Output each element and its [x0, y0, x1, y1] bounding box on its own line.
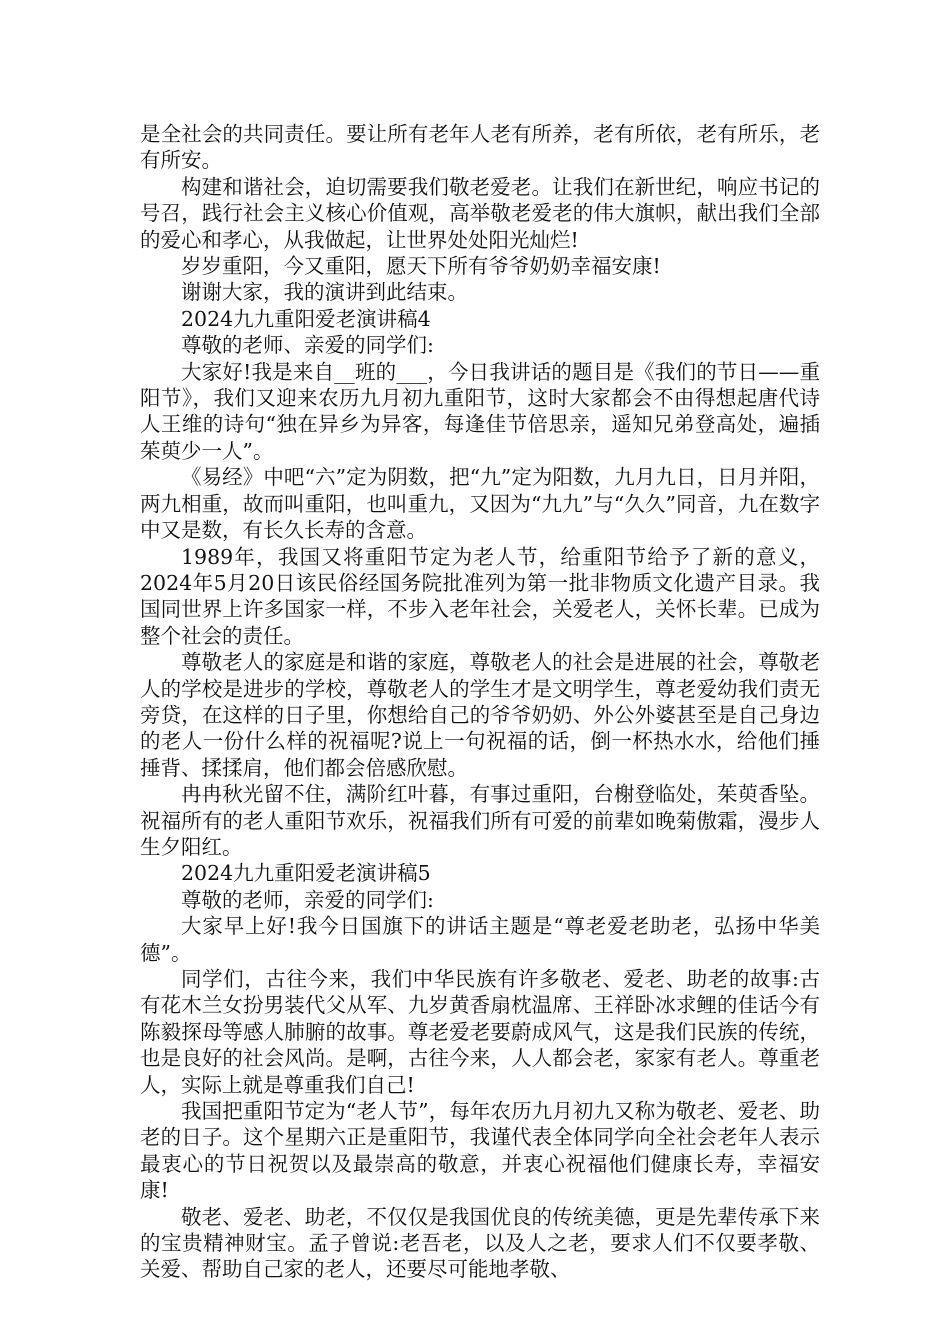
section-heading: 2024九九重阳爱老演讲稿5 — [181, 861, 431, 886]
salutation: 尊敬的老师，亲爱的同学们: — [181, 887, 434, 912]
salutation: 尊敬的老师、亲爱的同学们: — [181, 333, 434, 358]
paragraph: 大家早上好!我今日国旗下的讲话主题是“尊老爱老助老，弘扬中华美德”。 — [140, 914, 820, 965]
paragraph: 大家好!我是来自__班的___，今日我讲话的题目是《我们的节日——重阳节》，我们又迎来农历九月初九重阳节，这时大家都会不由得想起唐代诗人王维的诗句“独在异乡为异客，每逢佳节倍思亲，遥知兄弟登高处，遍插茱萸少一人”。 — [140, 359, 820, 463]
paragraph: 1989年，我国又将重阳节定为老人节，给重阳节给予了新的意义，2024年5月20日该民俗经国务院批准列为第一批非物质文化遗产目录。我国同世界上许多国家一样，不步入老年社会，关爱老人，关怀长辈。已成为整个社会的责任。 — [140, 544, 820, 648]
paragraph: 我国把重阳节定为“老人节”，每年农历九月初九又称为敬老、爱老、助老的日子。这个星期六正是重阳节，我谨代表全体同学向全社会老年人表示最衷心的节日祝贺以及最崇高的敬意，并衷心祝福他们健康长寿，幸福安康! — [140, 1099, 820, 1203]
paragraph: 敬老、爱老、助老，不仅仅是我国优良的传统美德，更是先辈传承下来的宝贵精神财宝。孟子曾说:老吾老，以及人之老，要求人们不仅要孝敬、关爱、帮助自己家的老人，还要尽可能地孝敬、 — [140, 1204, 820, 1282]
paragraph: 冉冉秋光留不住，满阶红叶暮，有事过重阳，台榭登临处，茱萸香坠。祝福所有的老人重阳节欢乐，祝福我们所有可爱的前辈如晚菊傲霜，漫步人生夕阳红。 — [140, 782, 820, 859]
paragraph: 构建和谐社会，迫切需要我们敬老爱老。让我们在新世纪，响应书记的号召，践行社会主义核心价值观，高举敬老爱老的伟大旗帜，献出我们全部的爱心和孝心，从我做起，让世界处处阳光灿烂! — [140, 174, 820, 252]
paragraph: 《易经》中吧“六”定为阴数，把“九”定为阳数，九月九日，日月并阳，两九相重，故而叫重阳，也叫重九，又因为“九九”与“久久”同音，九在数字中又是数，有长久长寿的含意。 — [140, 465, 820, 543]
paragraph: 同学们，古往今来，我们中华民族有许多敬老、爱老、助老的故事:古有花木兰女扮男装代父从军、九岁黄香扇枕温席、王祥卧冰求鲤的佳话今有陈毅探母等感人肺腑的故事。尊老爱老要蔚成风气，这是我们民族的传统，也是良好的社会风尚。是啊，古往今来，人人都会老，家家有老人。尊重老人，实际上就是尊重我们自己! — [140, 967, 820, 1097]
paragraph: 谢谢大家，我的演讲到此结束。 — [181, 280, 468, 305]
paragraph: 岁岁重阳，今又重阳，愿天下所有爷爷奶奶幸福安康! — [181, 254, 661, 279]
section-heading: 2024九九重阳爱老演讲稿4 — [181, 306, 431, 331]
paragraph: 尊敬老人的家庭是和谐的家庭，尊敬老人的社会是进展的社会，尊敬老人的学校是进步的学校，尊敬老人的学生才是文明学生，尊老爱幼我们责无旁贷，在这样的日子里，你想给自己的爷爷奶奶、外公外婆甚至是自己身边的老人一份什么样的祝福呢?说上一句祝福的话，倒一杯热水水，给他们捶捶背、揉揉肩，他们都会倍感欣慰。 — [140, 650, 820, 780]
document-body — [140, 121, 820, 1283]
paragraph: 是全社会的共同责任。要让所有老年人老有所养，老有所依，老有所乐，老有所安。 — [140, 122, 820, 173]
